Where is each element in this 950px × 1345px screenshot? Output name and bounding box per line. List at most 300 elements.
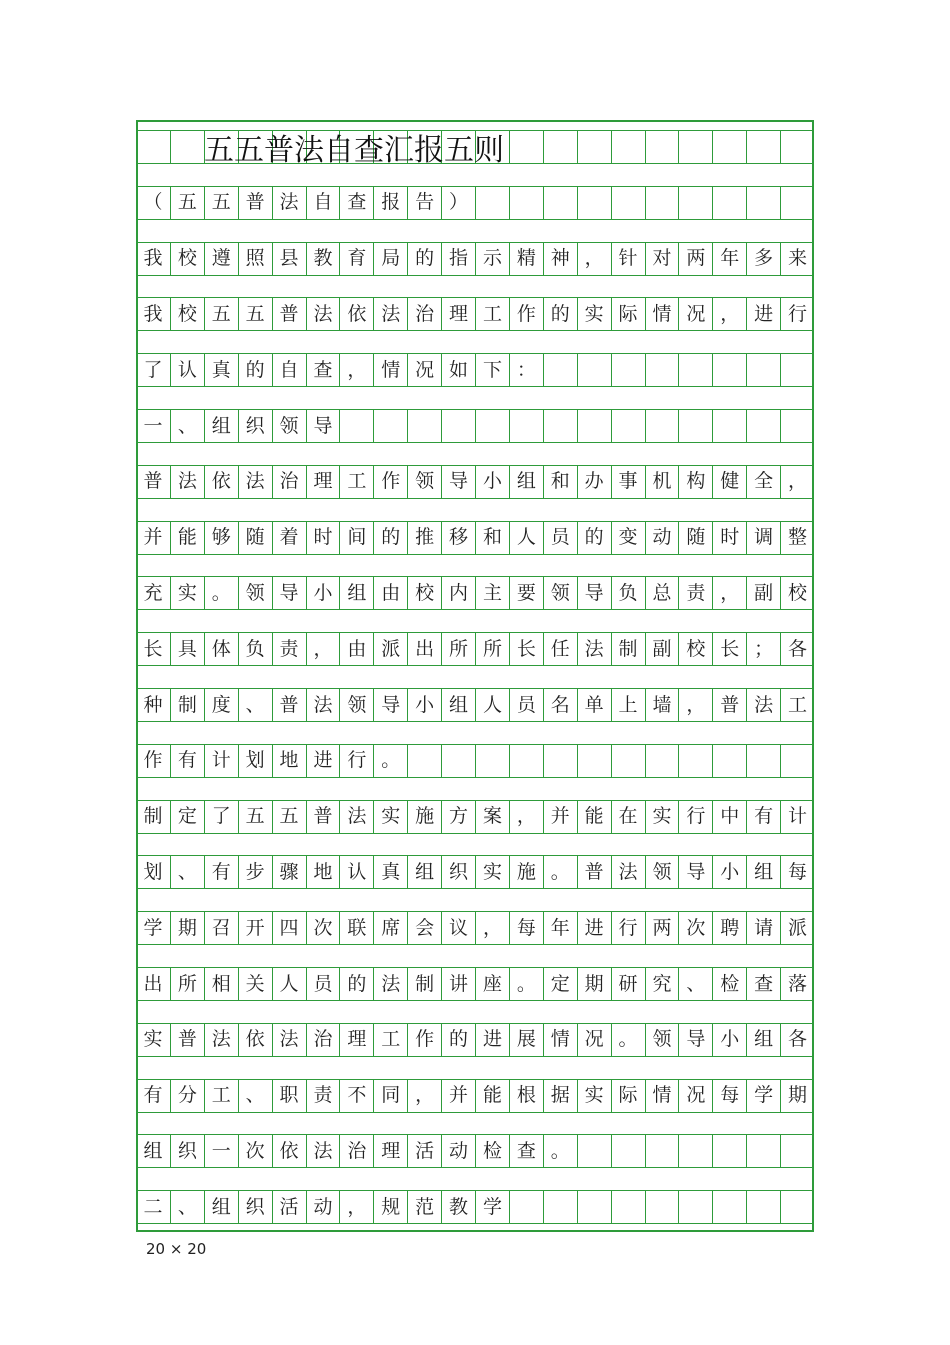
grid-cell: 普 <box>577 856 611 888</box>
grid-cell: 机 <box>645 466 679 498</box>
grid-cell: 工 <box>475 298 509 330</box>
grid-cell: 骤 <box>272 856 306 888</box>
grid-cell <box>543 1191 577 1223</box>
grid-cell: 小 <box>407 689 441 721</box>
grid-cell: 聘 <box>712 912 746 944</box>
grid-cell: 法 <box>746 689 780 721</box>
grid-cell: 依 <box>339 298 373 330</box>
grid-row <box>136 688 814 722</box>
grid-cell <box>611 187 645 219</box>
grid-cell: ） <box>441 187 475 219</box>
grid-cell: 小 <box>306 577 340 609</box>
grid-cell: 两 <box>645 912 679 944</box>
grid-cell <box>543 745 577 777</box>
grid-cell: 工 <box>339 466 373 498</box>
grid-cell: 活 <box>272 1191 306 1223</box>
grid-cell: 育 <box>339 243 373 275</box>
grid-cell: 次 <box>678 912 712 944</box>
grid-cell: 组 <box>204 1191 238 1223</box>
grid-cell: 会 <box>407 912 441 944</box>
grid-cell: 调 <box>746 522 780 554</box>
grid-cell: 次 <box>238 1135 272 1167</box>
grid-cell: 认 <box>170 354 204 386</box>
grid-cell: 我 <box>143 247 163 270</box>
manuscript-grid-paper <box>136 120 814 1232</box>
grid-row <box>136 409 814 443</box>
title-row <box>136 130 814 168</box>
grid-row <box>136 353 814 387</box>
grid-cell <box>746 187 780 219</box>
grid-cell: 能 <box>577 801 611 833</box>
grid-row <box>136 855 814 889</box>
grid-cell: 的 <box>441 1024 475 1056</box>
grid-cell: 。 <box>543 856 577 888</box>
grid-cell: 长 <box>509 633 543 665</box>
grid-cell: 展 <box>509 1024 543 1056</box>
grid-cell: 派 <box>780 912 814 944</box>
grid-cell: ， <box>712 298 746 330</box>
grid-cell: 导 <box>306 410 340 442</box>
grid-cell: 在 <box>611 801 645 833</box>
grid-cell: 组 <box>407 856 441 888</box>
grid-cell <box>407 410 441 442</box>
frame-right-border <box>812 120 814 1232</box>
grid-cell <box>645 410 679 442</box>
grid-cell <box>678 131 712 163</box>
grid-cell <box>746 131 780 163</box>
grid-cell <box>645 187 679 219</box>
grid-cell: 真 <box>373 856 407 888</box>
grid-cell: 检 <box>475 1135 509 1167</box>
grid-cell: 领 <box>238 577 272 609</box>
grid-cell <box>611 745 645 777</box>
grid-cell: 实 <box>645 801 679 833</box>
grid-cell <box>543 410 577 442</box>
grid-cell: 落 <box>780 968 814 1000</box>
grid-cell: 法 <box>373 968 407 1000</box>
grid-cell: 组 <box>509 466 543 498</box>
grid-cell: ， <box>475 912 509 944</box>
grid-cell <box>780 1191 814 1223</box>
grid-cell: 期 <box>780 1080 814 1112</box>
grid-cell: 划 <box>143 860 163 883</box>
grid-cell: 理 <box>441 298 475 330</box>
document-title: 五五普法自查汇报五则 <box>204 133 504 168</box>
grid-cell: 法 <box>306 298 340 330</box>
grid-cell: 案 <box>475 801 509 833</box>
grid-cell: 同 <box>373 1080 407 1112</box>
grid-cell: 小 <box>475 466 509 498</box>
grid-cell: 普 <box>712 689 746 721</box>
grid-cell: 动 <box>645 522 679 554</box>
grid-cell: 范 <box>407 1191 441 1223</box>
grid-cell: 精 <box>509 243 543 275</box>
grid-cell: 联 <box>339 912 373 944</box>
grid-cell: 检 <box>712 968 746 1000</box>
grid-cell <box>678 354 712 386</box>
grid-cell: 进 <box>306 745 340 777</box>
grid-cell: 据 <box>543 1080 577 1112</box>
grid-cell: 一 <box>143 414 163 437</box>
grid-cell: 作 <box>143 749 163 772</box>
grid-cell: 学 <box>475 1191 509 1223</box>
grid-cell <box>780 131 814 163</box>
grid-cell: 请 <box>746 912 780 944</box>
grid-cell: ； <box>746 633 780 665</box>
grid-cell: 、 <box>238 1080 272 1112</box>
grid-cell: 时 <box>712 522 746 554</box>
grid-cell: 有 <box>204 856 238 888</box>
grid-cell: 了 <box>204 801 238 833</box>
grid-cell: 依 <box>204 466 238 498</box>
grid-cell <box>645 354 679 386</box>
grid-cell: ， <box>678 689 712 721</box>
grid-cell <box>475 410 509 442</box>
grid-cell: 作 <box>373 466 407 498</box>
grid-cell <box>678 1135 712 1167</box>
grid-cell: 认 <box>339 856 373 888</box>
grid-cell <box>645 745 679 777</box>
grid-cell: 真 <box>204 354 238 386</box>
grid-cell: 二 <box>143 1195 163 1218</box>
grid-cell: 施 <box>509 856 543 888</box>
grid-cell <box>577 354 611 386</box>
grid-cell: 校 <box>678 633 712 665</box>
grid-cell: 任 <box>543 633 577 665</box>
grid-cell: 的 <box>373 522 407 554</box>
grid-cell: 制 <box>170 689 204 721</box>
grid-cell <box>577 187 611 219</box>
grid-cell <box>543 131 577 163</box>
grid-cell <box>712 1135 746 1167</box>
grid-cell: 究 <box>645 968 679 1000</box>
grid-cell: 组 <box>441 689 475 721</box>
grid-cell: 员 <box>306 968 340 1000</box>
grid-cell: 法 <box>306 1135 340 1167</box>
grid-cell: 人 <box>272 968 306 1000</box>
grid-cell: 能 <box>170 522 204 554</box>
grid-cell: 情 <box>645 298 679 330</box>
grid-cell: 神 <box>543 243 577 275</box>
grid-cell: 治 <box>306 1024 340 1056</box>
grid-cell: 移 <box>441 522 475 554</box>
grid-cell: 遵 <box>204 243 238 275</box>
grid-cell: 全 <box>746 466 780 498</box>
grid-cell <box>509 410 543 442</box>
grid-cell: 作 <box>509 298 543 330</box>
grid-cell: 领 <box>645 1024 679 1056</box>
grid-cell <box>712 131 746 163</box>
grid-row <box>136 911 814 945</box>
grid-cell: 责 <box>272 633 306 665</box>
grid-cell: 各 <box>780 1024 814 1056</box>
grid-cell: 对 <box>645 243 679 275</box>
grid-cell: 组 <box>746 856 780 888</box>
grid-cell <box>339 410 373 442</box>
grid-cell: 小 <box>712 1024 746 1056</box>
grid-cell: 理 <box>306 466 340 498</box>
grid-cell: 实 <box>373 801 407 833</box>
grid-cell: 导 <box>678 856 712 888</box>
grid-cell: 着 <box>272 522 306 554</box>
grid-cell: 法 <box>577 633 611 665</box>
grid-cell <box>543 187 577 219</box>
grid-cell: 能 <box>475 1080 509 1112</box>
grid-cell: 法 <box>272 187 306 219</box>
grid-row <box>136 1134 814 1168</box>
grid-cell: 够 <box>204 522 238 554</box>
grid-cell <box>509 745 543 777</box>
grid-cell: 负 <box>238 633 272 665</box>
grid-cell: 普 <box>272 689 306 721</box>
grid-cell: 组 <box>339 577 373 609</box>
grid-cell: 实 <box>170 577 204 609</box>
grid-cell: 五 <box>238 801 272 833</box>
grid-cell: 示 <box>475 243 509 275</box>
grid-cell <box>712 354 746 386</box>
grid-cell: 构 <box>678 466 712 498</box>
grid-cell: 两 <box>678 243 712 275</box>
grid-cell: 动 <box>441 1135 475 1167</box>
grid-cell: 四 <box>272 912 306 944</box>
grid-cell <box>645 131 679 163</box>
grid-cell <box>780 187 814 219</box>
grid-cell: 事 <box>611 466 645 498</box>
grid-cell: 由 <box>339 633 373 665</box>
grid-cell: 查 <box>306 354 340 386</box>
grid-cell: 长 <box>712 633 746 665</box>
grid-cell <box>746 745 780 777</box>
grid-cell: 规 <box>373 1191 407 1223</box>
grid-cell: 下 <box>475 354 509 386</box>
grid-cell: 小 <box>712 856 746 888</box>
grid-cell <box>780 1135 814 1167</box>
grid-cell: 期 <box>577 968 611 1000</box>
grid-cell: 。 <box>509 968 543 1000</box>
grid-cell: 员 <box>509 689 543 721</box>
grid-cell: 具 <box>170 633 204 665</box>
grid-cell: 上 <box>611 689 645 721</box>
grid-cell <box>509 187 543 219</box>
grid-cell: 并 <box>441 1080 475 1112</box>
grid-cell: 制 <box>407 968 441 1000</box>
grid-cell: 组 <box>746 1024 780 1056</box>
grid-cell: 制 <box>611 633 645 665</box>
grid-cell: 出 <box>143 972 163 995</box>
grid-row <box>136 297 814 331</box>
grid-cell: 工 <box>373 1024 407 1056</box>
grid-cell: 导 <box>441 466 475 498</box>
grid-cell <box>611 410 645 442</box>
grid-cell: 普 <box>238 187 272 219</box>
grid-row <box>136 744 814 778</box>
grid-cell: 际 <box>611 1080 645 1112</box>
grid-cell: 。 <box>204 577 238 609</box>
grid-cell: 步 <box>238 856 272 888</box>
grid-cell: 依 <box>238 1024 272 1056</box>
grid-cell: 导 <box>577 577 611 609</box>
grid-cell: 、 <box>678 968 712 1000</box>
grid-cell: 法 <box>339 801 373 833</box>
grid-cell: 织 <box>238 1191 272 1223</box>
grid-cell: 组 <box>143 1139 163 1162</box>
grid-row <box>136 800 814 834</box>
grid-cell: 充 <box>143 581 163 604</box>
grid-cell: 普 <box>306 801 340 833</box>
grid-cell: 体 <box>204 633 238 665</box>
grid-cell: 计 <box>780 801 814 833</box>
grid-cell: 教 <box>306 243 340 275</box>
grid-cell: 所 <box>170 968 204 1000</box>
grid-cell: 告 <box>407 187 441 219</box>
grid-cell: 法 <box>373 298 407 330</box>
grid-cell: 导 <box>678 1024 712 1056</box>
grid-cell: 指 <box>441 243 475 275</box>
grid-cell: 召 <box>204 912 238 944</box>
grid-cell: 普 <box>143 470 163 493</box>
grid-cell <box>712 1191 746 1223</box>
grid-cell: 期 <box>170 912 204 944</box>
grid-cell: 根 <box>509 1080 543 1112</box>
frame-top-border <box>136 120 814 122</box>
grid-cell: 。 <box>373 745 407 777</box>
grid-cell <box>475 187 509 219</box>
grid-cell <box>645 1191 679 1223</box>
grid-cell <box>475 745 509 777</box>
grid-cell: 议 <box>441 912 475 944</box>
grid-row <box>136 1190 814 1224</box>
grid-cell: 并 <box>143 526 163 549</box>
grid-cell: 度 <box>204 689 238 721</box>
grid-cell: 法 <box>238 466 272 498</box>
grid-cell: 人 <box>509 522 543 554</box>
grid-cell <box>611 1135 645 1167</box>
grid-cell: 责 <box>306 1080 340 1112</box>
grid-cell <box>509 131 543 163</box>
grid-cell: 五 <box>272 801 306 833</box>
grid-cell: 定 <box>170 801 204 833</box>
grid-cell: 内 <box>441 577 475 609</box>
grid-cell: 实 <box>143 1028 163 1051</box>
grid-cell: 来 <box>780 243 814 275</box>
grid-cell: 、 <box>170 410 204 442</box>
grid-cell <box>712 745 746 777</box>
grid-cell <box>645 1135 679 1167</box>
grid-cell: 的 <box>339 968 373 1000</box>
grid-cell: 实 <box>577 1080 611 1112</box>
grid-cell <box>577 410 611 442</box>
grid-cell: 。 <box>543 1135 577 1167</box>
grid-cell: 所 <box>441 633 475 665</box>
grid-cell: 进 <box>475 1024 509 1056</box>
grid-cell: 种 <box>143 693 163 716</box>
grid-cell: 不 <box>339 1080 373 1112</box>
grid-cell: 实 <box>475 856 509 888</box>
grid-cell <box>780 745 814 777</box>
grid-cell: 次 <box>306 912 340 944</box>
grid-cell: 推 <box>407 522 441 554</box>
grid-cell: 有 <box>746 801 780 833</box>
grid-cell: 副 <box>645 633 679 665</box>
grid-cell: 教 <box>441 1191 475 1223</box>
grid-cell: 领 <box>339 689 373 721</box>
grid-cell: 年 <box>543 912 577 944</box>
grid-cell: 的 <box>407 243 441 275</box>
grid-cell: 健 <box>712 466 746 498</box>
grid-cell: 法 <box>306 689 340 721</box>
grid-cell: 定 <box>543 968 577 1000</box>
grid-cell: 五 <box>170 187 204 219</box>
grid-cell: 查 <box>339 187 373 219</box>
grid-cell: 学 <box>746 1080 780 1112</box>
grid-cell <box>712 187 746 219</box>
grid-cell: 治 <box>339 1135 373 1167</box>
frame-left-border <box>136 120 138 1232</box>
grid-cell: 动 <box>306 1191 340 1223</box>
grid-cell: 领 <box>272 410 306 442</box>
grid-cell: 我 <box>143 302 163 325</box>
grid-cell <box>611 131 645 163</box>
grid-cell <box>441 410 475 442</box>
grid-cell: 五 <box>238 298 272 330</box>
grid-cell: ， <box>509 801 543 833</box>
grid-cell: 进 <box>746 298 780 330</box>
grid-cell: 划 <box>238 745 272 777</box>
grid-row <box>136 186 814 220</box>
grid-cell: 每 <box>509 912 543 944</box>
grid-cell <box>611 1191 645 1223</box>
grid-cell: 如 <box>441 354 475 386</box>
grid-cell: 办 <box>577 466 611 498</box>
grid-cell <box>407 745 441 777</box>
grid-cell: 墙 <box>645 689 679 721</box>
grid-cell: 单 <box>577 689 611 721</box>
grid-cell: ， <box>339 1191 373 1223</box>
grid-row <box>136 521 814 555</box>
grid-cell: ， <box>306 633 340 665</box>
grid-cell: 县 <box>272 243 306 275</box>
grid-cell <box>577 1135 611 1167</box>
grid-cell: 制 <box>143 805 163 828</box>
grid-cell: 校 <box>407 577 441 609</box>
grid-cell: 每 <box>712 1080 746 1112</box>
grid-cell: 随 <box>678 522 712 554</box>
grid-row <box>136 242 814 276</box>
grid-cell: 理 <box>373 1135 407 1167</box>
grid-cell: 普 <box>170 1024 204 1056</box>
grid-row <box>136 465 814 499</box>
grid-cell: 总 <box>645 577 679 609</box>
grid-cell: 领 <box>407 466 441 498</box>
grid-cell: 、 <box>170 1191 204 1223</box>
grid-cell: 分 <box>170 1080 204 1112</box>
grid-cell: 法 <box>611 856 645 888</box>
grid-cell: 针 <box>611 243 645 275</box>
grid-cell: 报 <box>373 187 407 219</box>
grid-cell: ， <box>577 243 611 275</box>
grid-cell: 五 <box>204 298 238 330</box>
grid-cell: 副 <box>746 577 780 609</box>
grid-cell: 法 <box>170 466 204 498</box>
grid-cell: 随 <box>238 522 272 554</box>
grid-cell <box>577 745 611 777</box>
grid-cell: 导 <box>373 689 407 721</box>
grid-cell: 依 <box>272 1135 306 1167</box>
grid-cell: 和 <box>543 466 577 498</box>
grid-cell: 、 <box>170 856 204 888</box>
grid-cell: 行 <box>678 801 712 833</box>
grid-cell: 织 <box>441 856 475 888</box>
